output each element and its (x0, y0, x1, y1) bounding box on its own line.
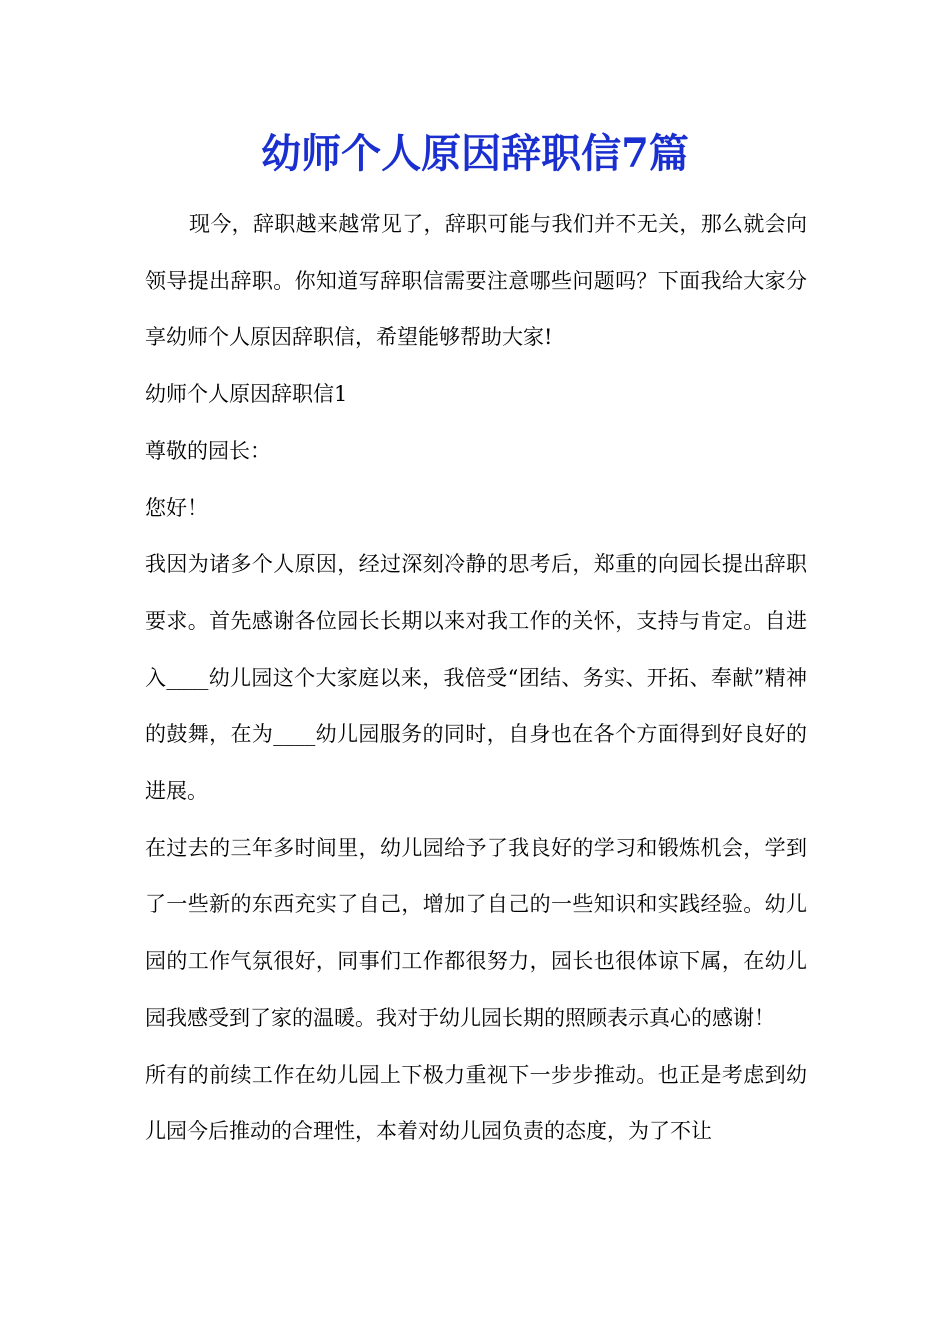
body-paragraph: 在过去的三年多时间里，幼儿园给予了我良好的学习和锻炼机会，学到了一些新的东西充实了自己，增加了自己的一些知识和实践经验。幼儿园的工作气氛很好，同事们工作都很努力，园长也很体谅下属，在幼儿园我感受到了家的温暖。我对于幼儿园长期的照顾表示真心的感谢！ (145, 835, 807, 1030)
salutation: 尊敬的园长： (145, 438, 271, 463)
section-heading: 幼师个人原因辞职信1 (145, 382, 348, 407)
document-title: 幼师个人原因辞职信7篇 (261, 130, 689, 177)
document-body (145, 196, 807, 1160)
greeting: 您好！ (145, 495, 208, 520)
intro-paragraph: 现今，辞职越来越常见了，辞职可能与我们并不无关，那么就会向领导提出辞职。你知道写辞职信需要注意哪些问题吗？下面我给大家分享幼师个人原因辞职信，希望能够帮助大家! (145, 212, 807, 350)
body-paragraph: 所有的前续工作在幼儿园上下极力重视下一步步推动。也正是考虑到幼儿园今后推动的合理性，本着对幼儿园负责的态度，为了不让 (145, 1062, 807, 1144)
body-paragraph: 我因为诸多个人原因，经过深刻冷静的思考后，郑重的向园长提出辞职要求。首先感谢各位园长长期以来对我工作的关怀，支持与肯定。自进入____幼儿园这个大家庭以来，我倍受“团结、务实、开拓、奉献”精神的鼓舞，在为____幼儿园服务的同时，自身也在各个方面得到好良好的进展。 (145, 552, 807, 804)
